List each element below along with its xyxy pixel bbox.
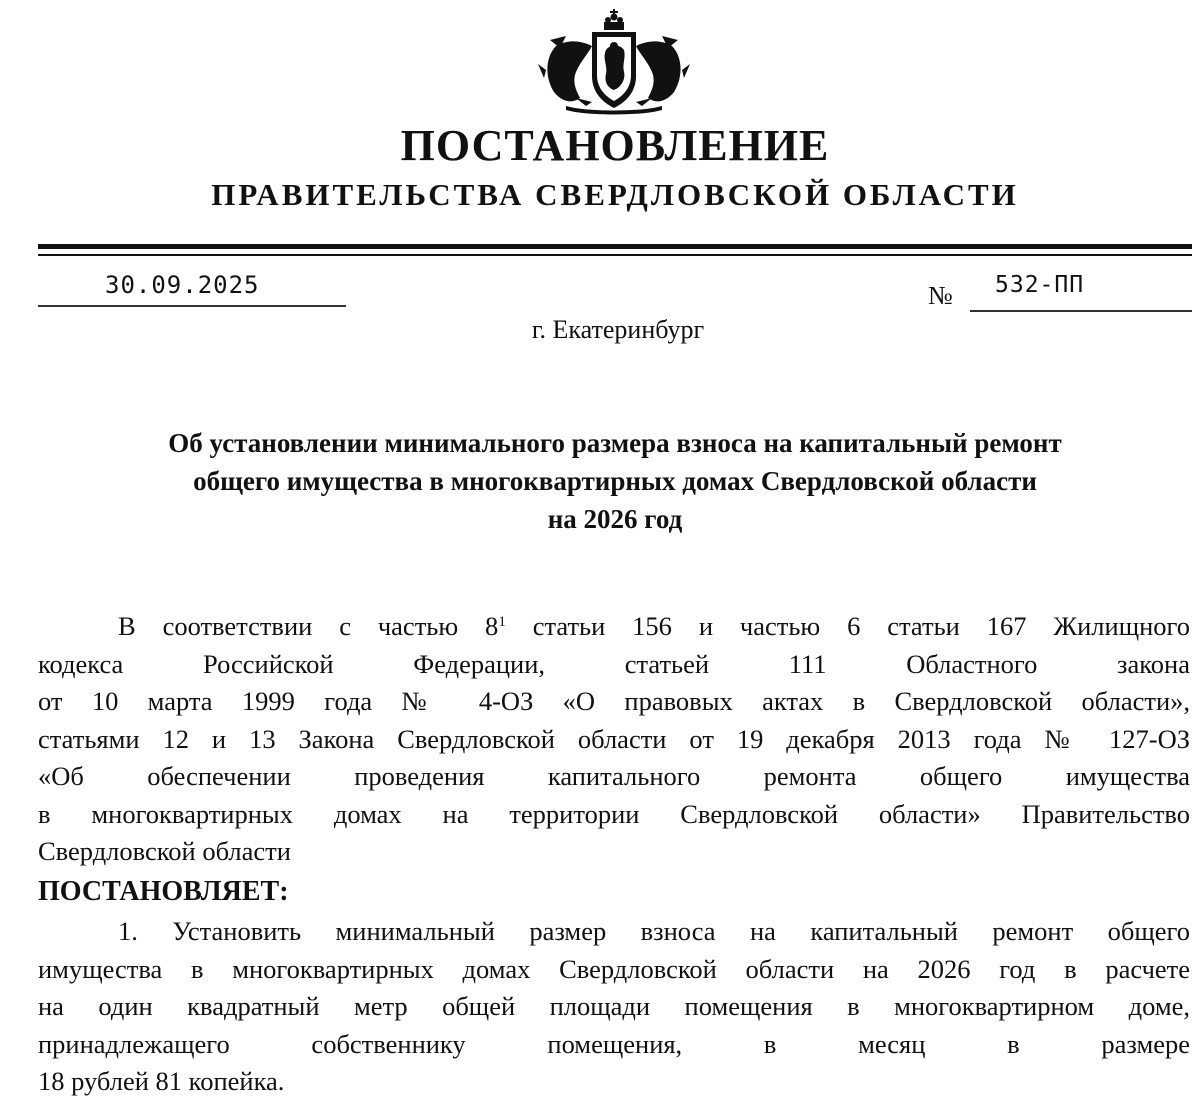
- document-number: 532-ПП: [995, 272, 1085, 298]
- document-subtitle: ПРАВИТЕЛЬСТВА СВЕРДЛОВСКОЙ ОБЛАСТИ: [211, 177, 1019, 212]
- paragraph-line: кодекса Российской Федерации, статьей 111 Областного закона: [38, 648, 1190, 679]
- preamble-paragraph: [38, 608, 1190, 871]
- paragraph-line: 1. Установить минимальный размер взноса на капитальный ремонт общего: [118, 916, 1190, 946]
- paragraph-line: имущества в многоквартирных домах Свердловской области на 2026 год в расчете: [38, 953, 1190, 984]
- document-title: ПОСТАНОВЛЕНИЕ: [400, 121, 830, 170]
- heading-line: Об установлении минимального размера взноса на капитальный ремонт: [168, 428, 1062, 458]
- header-divider-thin: [38, 254, 1192, 256]
- document-date: 30.09.2025: [105, 271, 260, 299]
- paragraph-line: 18 рублей 81 копейка.: [38, 1066, 285, 1096]
- date-underline: [38, 305, 346, 307]
- paragraph-line: В соответствии с частью $8^1$ статьи 156 и частью 6 статьи 167 Жилищного: [118, 611, 1190, 641]
- paragraph-line: статьями 12 и 13 Закона Свердловской области от 19 декабря 2013 года № 127-ОЗ: [38, 723, 1190, 754]
- paragraph-line: Свердловской области: [38, 836, 291, 866]
- coat-of-arms-icon: [536, 6, 692, 116]
- number-underline: [970, 310, 1192, 312]
- document-city: г. Екатеринбург: [531, 315, 705, 344]
- paragraph-line: на один квадратный метр общей площади помещения в многоквартирном доме,: [38, 991, 1190, 1021]
- header-divider-thick: [38, 244, 1192, 249]
- clause-1-paragraph: [38, 913, 1190, 1101]
- paragraph-line: принадлежащего собственнику помещения, в месяц в размере: [38, 1028, 1190, 1059]
- superscript: 1: [498, 614, 506, 630]
- paragraph-line: «Об обеспечении проведения капитального ремонта общего имущества: [38, 761, 1190, 791]
- heading-line: общего имущества в многоквартирных домах Свердловской области: [193, 466, 1037, 496]
- number-sign: №: [928, 281, 953, 310]
- decree-word: ПОСТАНОВЛЯЕТ:: [38, 876, 289, 907]
- document-heading: [40, 424, 1190, 538]
- paragraph-line: от 10 марта 1999 года № 4-ОЗ «О правовых актах в Свердловской области»,: [38, 686, 1190, 716]
- paragraph-line: в многоквартирных домах на территории Свердловской области» Правительство: [38, 798, 1190, 829]
- heading-line: на 2026 год: [547, 504, 683, 534]
